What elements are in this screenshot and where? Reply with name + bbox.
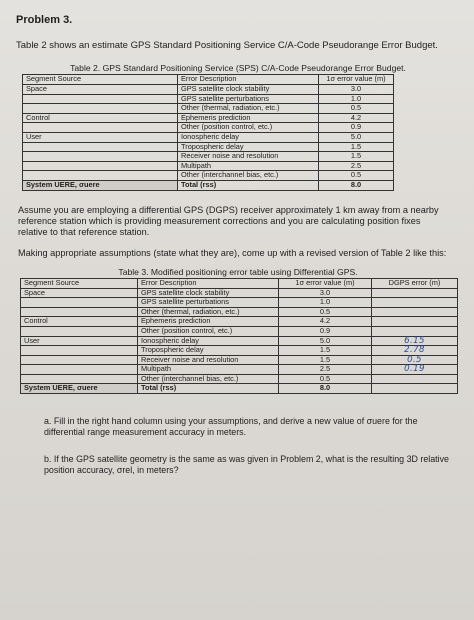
footer-cell: 8.0 <box>319 180 394 190</box>
table-cell: 2.5 <box>319 161 394 171</box>
table-cell: Other (position control, etc.) <box>138 326 279 336</box>
table-cell: 0.5 <box>279 307 372 317</box>
table-cell <box>21 365 138 375</box>
paragraph-instructions: Making appropriate assumptions (state what they are), come up with a revised version of Table 2 like this: <box>18 247 447 258</box>
table-cell <box>21 346 138 356</box>
table-cell: Other (thermal, radiation, etc.) <box>138 307 279 317</box>
table-cell: Receiver noise and resolution <box>138 355 279 365</box>
table-row <box>21 298 458 308</box>
header-cell: Segment Source <box>23 75 178 85</box>
header-cell: DGPS error (m) <box>372 278 458 288</box>
table-cell: 2.78 <box>372 346 458 356</box>
header-cell: 1σ error value (m) <box>279 278 372 288</box>
table-cell: Multipath <box>178 161 319 171</box>
table-cell: 0.9 <box>279 326 372 336</box>
table-cell <box>23 161 178 171</box>
table-cell <box>372 307 458 317</box>
table-cell: 1.5 <box>279 355 372 365</box>
table-cell: 0.9 <box>319 123 394 133</box>
table-cell: Receiver noise and resolution <box>178 152 319 162</box>
footer-cell <box>372 384 458 394</box>
table-row <box>21 307 458 317</box>
table-row <box>21 288 458 298</box>
table-cell: Control <box>23 113 178 123</box>
table-cell: 3.0 <box>279 288 372 298</box>
table-cell: 0.5 <box>279 374 372 384</box>
table-cell: 0.5 <box>372 355 458 365</box>
table-row <box>23 132 394 142</box>
table-cell <box>23 104 178 114</box>
table-cell: GPS satellite clock stability <box>178 85 319 95</box>
header-cell: Segment Source <box>21 278 138 288</box>
header-cell: Error Description <box>178 75 319 85</box>
table-footer-row <box>21 384 458 394</box>
footer-cell: System UERE, σuere <box>23 180 178 190</box>
table3-dgps-errors <box>20 278 458 395</box>
table-row <box>21 355 458 365</box>
table-row <box>23 152 394 162</box>
table-cell: 1.5 <box>319 142 394 152</box>
table-row <box>23 171 394 181</box>
table-cell: Other (position control, etc.) <box>178 123 319 133</box>
table-cell: GPS satellite perturbations <box>178 94 319 104</box>
table-cell <box>23 123 178 133</box>
table-cell: 2.5 <box>279 365 372 375</box>
question-a: a. Fill in the right hand column using your assumptions, and derive a new value of σuere for the differential range measurement accuracy in meters. <box>44 416 418 438</box>
table-cell <box>372 374 458 384</box>
table-row <box>21 326 458 336</box>
table-cell <box>23 152 178 162</box>
table-cell: Space <box>23 85 178 95</box>
table-header-row <box>21 278 458 288</box>
table-cell: Ephemeris prediction <box>138 317 279 327</box>
table-cell: Space <box>21 288 138 298</box>
table-cell: 4.2 <box>319 113 394 123</box>
table-row <box>23 85 394 95</box>
table-cell <box>21 326 138 336</box>
table-cell: Other (thermal, radiation, etc.) <box>178 104 319 114</box>
footer-cell: 8.0 <box>279 384 372 394</box>
table-cell: Tropospheric delay <box>138 346 279 356</box>
table-cell: Other (interchannel bias, etc.) <box>178 171 319 181</box>
table-cell: 3.0 <box>319 85 394 95</box>
table-cell: 5.0 <box>279 336 372 346</box>
table-cell: 6.15 <box>372 336 458 346</box>
table-cell: 0.5 <box>319 171 394 181</box>
table-cell: Ionospheric delay <box>138 336 279 346</box>
table-cell: Control <box>21 317 138 327</box>
table-cell: 1.0 <box>319 94 394 104</box>
table-cell: Ionospheric delay <box>178 132 319 142</box>
table-cell: 0.5 <box>319 104 394 114</box>
table-cell: User <box>21 336 138 346</box>
table-row <box>21 346 458 356</box>
table-cell <box>21 355 138 365</box>
problem-title: Problem 3. <box>16 14 73 26</box>
table-cell: Ephemeris prediction <box>178 113 319 123</box>
table-cell: Other (interchannel bias, etc.) <box>138 374 279 384</box>
table-cell: Tropospheric delay <box>178 142 319 152</box>
footer-cell: Total (rss) <box>178 180 319 190</box>
footer-cell: Total (rss) <box>138 384 279 394</box>
table-cell <box>21 298 138 308</box>
table-row <box>21 336 458 346</box>
paragraph-dgps: Assume you are employing a differential GPS (DGPS) receiver approximately 1 km away from a nearby reference station which is providing measurement corrections and you are calculating position fixes relative to that reference station. <box>18 204 439 237</box>
table-cell <box>23 171 178 181</box>
table-cell: 4.2 <box>279 317 372 327</box>
table-footer-row <box>23 180 394 190</box>
footer-cell: System UERE, σuere <box>21 384 138 394</box>
table-cell <box>23 94 178 104</box>
table-cell: 5.0 <box>319 132 394 142</box>
table-row <box>21 365 458 375</box>
table3-caption: Table 3. Modified positioning error table using Differential GPS. <box>118 266 358 277</box>
table-cell: 1.5 <box>319 152 394 162</box>
table-cell <box>372 298 458 308</box>
table-cell: 1.0 <box>279 298 372 308</box>
table-row <box>21 317 458 327</box>
table-cell <box>372 288 458 298</box>
table2-error-budget <box>22 74 394 191</box>
header-cell: Error Description <box>138 278 279 288</box>
table-cell <box>372 326 458 336</box>
table-cell: Multipath <box>138 365 279 375</box>
intro-text: Table 2 shows an estimate GPS Standard Positioning Service C/A-Code Pseudorange Error Budget. <box>16 40 438 51</box>
table-cell: 1.5 <box>279 346 372 356</box>
table-cell: GPS satellite perturbations <box>138 298 279 308</box>
table-cell: 0.19 <box>372 365 458 375</box>
table-cell: User <box>23 132 178 142</box>
table-header-row <box>23 75 394 85</box>
table-cell: GPS satellite clock stability <box>138 288 279 298</box>
header-cell: 1σ error value (m) <box>319 75 394 85</box>
table-cell <box>23 142 178 152</box>
question-b: b. If the GPS satellite geometry is the same as was given in Problem 2, what is the resulting 3D relative position accuracy, σrel, in meters? <box>44 454 449 476</box>
table-row <box>23 104 394 114</box>
table-cell <box>372 317 458 327</box>
table2-caption: Table 2. GPS Standard Positioning Service (SPS) C/A-Code Pseudorange Error Budget. <box>70 63 406 73</box>
